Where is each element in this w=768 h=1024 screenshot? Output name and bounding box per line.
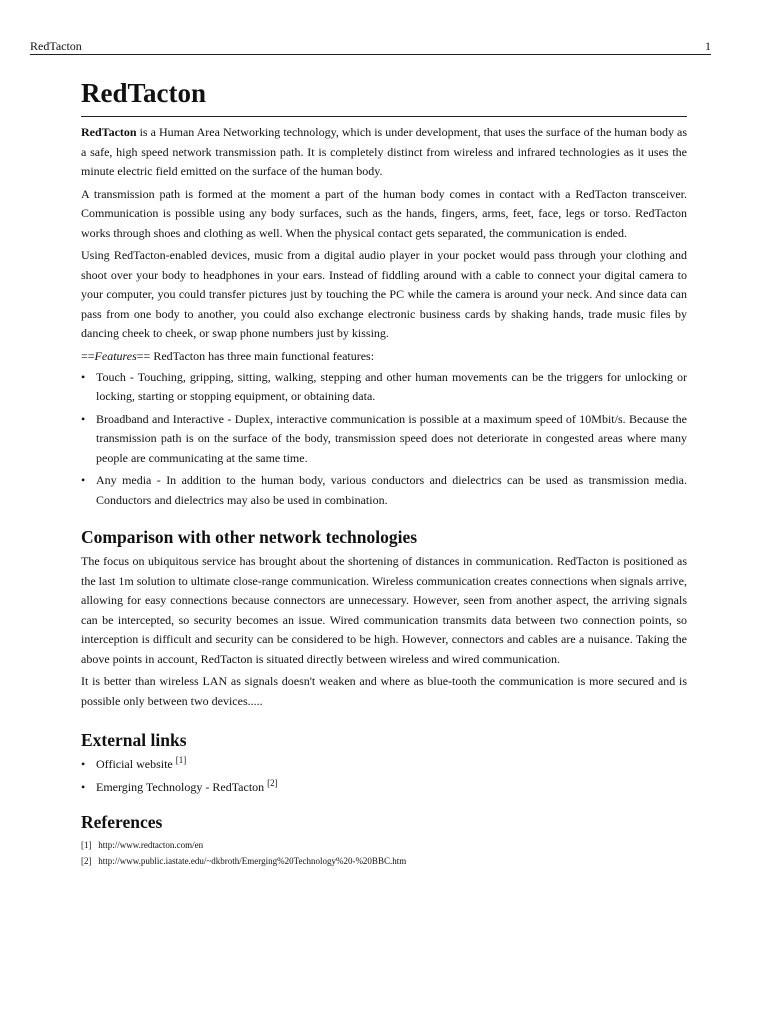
intro-paragraph [81, 123, 687, 182]
footnote-ref[interactable]: [2] [267, 777, 278, 788]
list-item [81, 471, 687, 510]
feature-text: Broadband and Interactive - Duplex, interactive communication is possible at a maximum speed of 10Mbit/s. Because the transmission path is on the surface of the body, transmission speed does not deteriorate in congested areas where many people are communicating at the same time. [96, 411, 687, 465]
reference-number: [2] [81, 856, 92, 866]
list-item [81, 755, 687, 775]
comparison-paragraph-2: It is better than wireless LAN as signals doesn't weaken and where as blue-tooth the communication is more secured and is possible only between two devices..... [81, 674, 687, 708]
feature-text: Touch - Touching, gripping, sitting, walking, stepping and other human movements can be the triggers for unlocking or locking, starting or stopping equipment, or obtaining data. [96, 369, 687, 403]
external-links-list [81, 755, 687, 797]
features-label: Features [94, 348, 137, 363]
features-list [81, 368, 687, 511]
features-text: RedTacton has three main functional features: [153, 348, 375, 363]
bullet-dot: • [81, 411, 86, 426]
feature-text: Any media - In addition to the human body, various conductors and dielectrics can be used as transmission media. Conductors and dielectrics may also be used in combination. [96, 473, 687, 507]
bullet-dot: • [81, 779, 86, 794]
footnote-ref[interactable]: [1] [175, 755, 187, 765]
references-list [81, 837, 687, 869]
reference-url[interactable]: http://www.public.iastate.edu/~dkbroth/Emerging%20Technology%20-%20BBC.htm [98, 856, 407, 866]
list-item [81, 778, 687, 798]
features-prefix: == [81, 348, 95, 363]
section-heading-comparison: Comparison with other network technologies [81, 527, 418, 547]
page-number: 1 [705, 39, 711, 53]
article-title: RedTacton [81, 74, 687, 117]
running-header-title: RedTacton [30, 39, 82, 53]
intro-bold-term: RedTacton [81, 125, 137, 139]
reference-number: [1] [81, 840, 92, 850]
article-body [81, 74, 687, 869]
list-item [81, 368, 687, 407]
section-heading-references: References [81, 812, 163, 832]
reference-url[interactable]: http://www.redtacton.com/en [98, 840, 204, 850]
external-link-official-website[interactable]: Official website [96, 757, 173, 771]
paragraph-transmission-path: A transmission path is formed at the moment a part of the human body comes in contact with a RedTacton transceiver. Communication is possible using any body surfaces, such as the hands, fingers, arms, feet, face, legs or torso. RedTacton works through shoes and clothing as well. When the physical contact gets separated, the communication is ended. [81, 186, 687, 240]
reference-item [81, 837, 687, 853]
bullet-dot: • [81, 473, 86, 487]
features-suffix: == [136, 348, 154, 363]
external-link-emerging-technology[interactable]: Emerging Technology - RedTacton [96, 779, 265, 794]
intro-text: is a Human Area Networking technology, which is under development, that uses the surface of the human body as a safe, high speed network transmission path. It is completely distinct from wireless and infrared technologies as it uses the minute electric field emitted on the surface of the human body. [81, 125, 687, 178]
features-intro [81, 347, 687, 366]
bullet-dot: • [81, 757, 86, 771]
bullet-dot: • [81, 369, 86, 384]
reference-item [81, 853, 687, 869]
paragraph-usage-examples: Using RedTacton-enabled devices, music from a digital audio player in your pocket would pass through your clothing and shoot over your body to headphones in your ears. Instead of fiddling around with a cable to connect your digital camera to your computer, you could transfer pictures just by touching the PC while the camera is around your neck. And since data can pass from one body to another, you could also exchange electronic business cards by shaking hands, trade music files by dancing cheek to cheek, or swap phone numbers just by kissing. [81, 248, 687, 340]
running-header [30, 37, 711, 55]
section-heading-external-links: External links [81, 730, 187, 750]
comparison-paragraph: The focus on ubiquitous service has brought about the shortening of distances in communication. RedTacton is positioned as the last 1m solution to ultimate close-range communication. Wireless communication creates connections when signals arrive, allowing for easy connections because connectors are unnecessary. However, seen from another aspect, the arriving signals can be intercepted, so security becomes an issue. Wired communication transmits data between two connection points, so interception is difficult and security can be considered to be high. However, connectors and cables are a nuisance. Taking the above points in account, RedTacton is situated directly between wireless and wired communication. [81, 554, 687, 666]
list-item [81, 410, 687, 469]
